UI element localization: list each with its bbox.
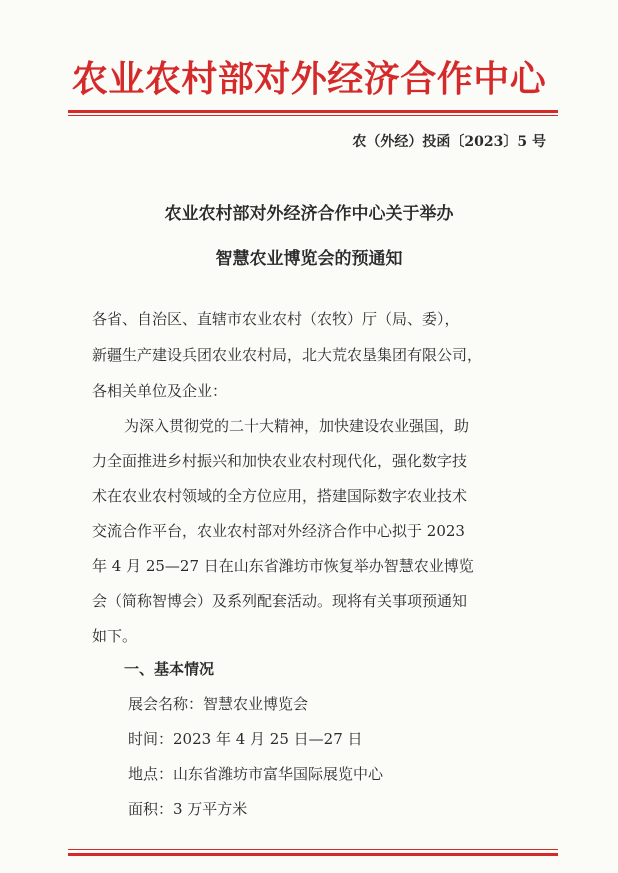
body-line: 年 4 月 25—27 日在山东省潍坊市恢复举办智慧农业博览 bbox=[92, 557, 474, 575]
notice-title-line-1: 农业农村部对外经济合作中心关于举办 bbox=[164, 204, 454, 224]
recipient-line: 各相关单位及企业： bbox=[92, 382, 228, 400]
body-line: 力全面推进乡村振兴和加快农业农村现代化，强化数字技 bbox=[92, 452, 468, 470]
footer-rule-thin bbox=[68, 849, 558, 850]
info-item: 面积：3 万平方米 bbox=[128, 800, 248, 818]
info-item: 展会名称：智慧农业博览会 bbox=[128, 695, 309, 713]
body-line: 会（简称智博会）及系列配套活动。现将有关事项预通知 bbox=[92, 592, 468, 610]
letterhead-title: 农业农村部对外经济合作中心 bbox=[71, 59, 547, 100]
notice-title-line-2: 智慧农业博览会的预通知 bbox=[215, 249, 403, 269]
body-line: 为深入贯彻党的二十大精神，加快建设农业强国，助 bbox=[124, 417, 470, 435]
letterhead-rule-thin bbox=[68, 115, 558, 116]
document-number: 农（外经）投函〔2023〕5 号 bbox=[352, 134, 546, 150]
info-item: 地点：山东省潍坊市富华国际展览中心 bbox=[128, 765, 384, 783]
recipient-line: 各省、自治区、直辖市农业农村（农牧）厅（局、委）， bbox=[92, 310, 460, 328]
section-heading: 一、基本情况 bbox=[124, 660, 215, 678]
info-item: 时间：2023 年 4 月 25 日—27 日 bbox=[128, 730, 363, 748]
letterhead-rule-thick bbox=[68, 110, 558, 113]
recipient-line: 新疆生产建设兵团农业农村局，北大荒农垦集团有限公司， bbox=[92, 346, 483, 364]
footer-rule-thick bbox=[68, 853, 558, 856]
body-line: 术在农业农村领域的全方位应用，搭建国际数字农业技术 bbox=[92, 487, 468, 505]
body-line: 如下。 bbox=[92, 627, 138, 645]
body-line: 交流合作平台，农业农村部对外经济合作中心拟于 2023 bbox=[92, 522, 465, 540]
